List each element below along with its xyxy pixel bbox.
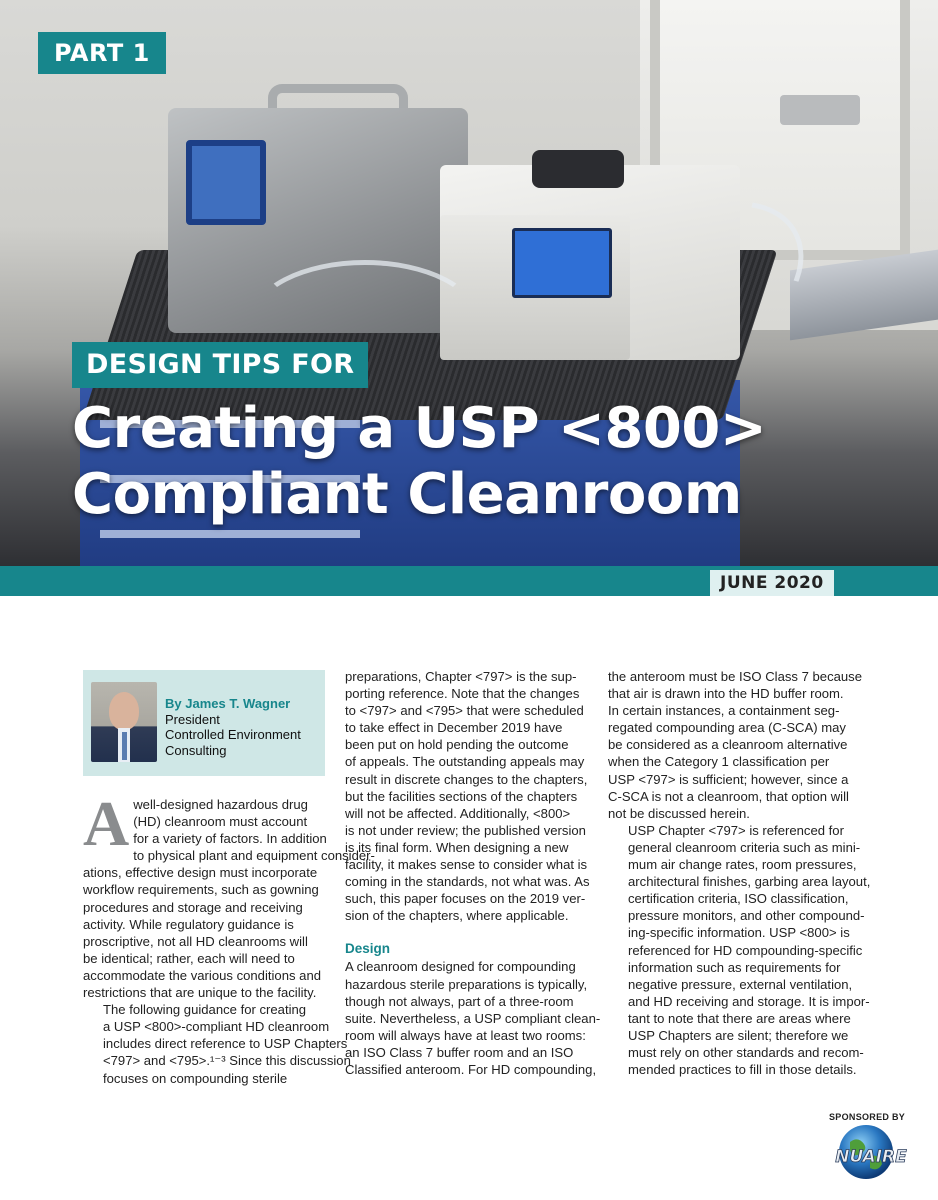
- svg-text:NUAIRE: NUAIRE: [835, 1147, 907, 1167]
- text-line: result in discrete changes to the chapters,: [345, 771, 588, 787]
- nuaire-logo: [828, 1122, 914, 1184]
- intro-paragraph: [83, 788, 375, 1001]
- text-line: to physical plant and equipment consider-: [133, 848, 375, 864]
- text-line: sion of the chapters, where applicable.: [345, 908, 569, 924]
- text-line: pressure monitors, and other compound-: [628, 908, 865, 924]
- article-column-2: [345, 668, 601, 1078]
- text-line: such, this paper focuses on the 2019 ver-: [345, 891, 586, 907]
- text-line: porting reference. Note that the changes: [345, 686, 580, 702]
- section-heading-design: Design: [345, 941, 391, 957]
- text-line: architectural finishes, garbing area layout,: [628, 874, 871, 890]
- text-line: a USP <800>-compliant HD cleanroom: [103, 1019, 330, 1035]
- text-line: when the Category 1 classification per: [608, 754, 830, 770]
- particle-counter-screen: [186, 140, 266, 225]
- photometer-screen: [512, 228, 612, 298]
- usp-797-paragraph: [608, 822, 871, 1078]
- title-line-1: Creating a USP <800>: [72, 396, 767, 461]
- text-line: the anteroom must be ISO Class 7 because: [608, 669, 863, 684]
- text-line: <797> and <795>.¹⁻³ Since this discussion: [103, 1053, 351, 1069]
- text-line: USP <797> is sufficient; however, since a: [608, 771, 849, 787]
- text-line: restrictions that are unique to the facility.: [83, 985, 317, 1001]
- text-line: activity. While regulatory guidance is: [83, 916, 294, 932]
- text-line: though not always, part of a three-room: [345, 993, 574, 1009]
- text-line: but the facilities sections of the chapters: [345, 788, 578, 804]
- text-line: not be discussed herein.: [608, 805, 750, 821]
- text-line: well-designed hazardous drug: [133, 797, 308, 812]
- text-line: mum air change rates, room pressures,: [628, 857, 857, 873]
- text-line: suite. Nevertheless, a USP compliant clean-: [345, 1010, 601, 1026]
- drop-cap: A: [83, 788, 130, 859]
- text-line: of appeals. The outstanding appeals may: [345, 754, 585, 770]
- text-line: USP Chapters are silent; therefore we: [628, 1027, 849, 1043]
- text-line: referenced for HD compounding-specific: [628, 942, 863, 958]
- text-line: procedures and storage and receiving: [83, 899, 303, 915]
- author-info: [165, 682, 301, 766]
- text-line: workflow requirements, such as gowning: [83, 882, 319, 898]
- sponsored-by-label: SPONSORED BY: [829, 1112, 906, 1122]
- sink: [780, 95, 860, 125]
- author-photo: [91, 682, 157, 762]
- guidance-paragraph: [83, 1001, 351, 1086]
- text-line: tant to note that there are areas where: [628, 1010, 851, 1026]
- text-line: includes direct reference to USP Chapters: [103, 1036, 348, 1052]
- text-line: proscriptive, not all HD cleanrooms will: [83, 933, 308, 949]
- design-paragraph: [345, 958, 601, 1078]
- text-line: for a variety of factors. In addition: [133, 831, 327, 847]
- text-line: (HD) cleanroom must account: [133, 814, 308, 830]
- text-line: certification criteria, ISO classification,: [628, 891, 849, 907]
- text-line: hazardous sterile preparations is typically,: [345, 976, 588, 992]
- text-line: C-SCA is not a cleanroom, that option will: [608, 788, 849, 804]
- author-role: President: [165, 711, 220, 727]
- anteroom-paragraph: [608, 668, 863, 822]
- issue-date: JUNE 2020: [710, 570, 834, 596]
- author-company-line-1: Controlled Environment: [165, 727, 301, 742]
- text-line: to <797> and <795> that were scheduled: [345, 703, 584, 719]
- page-title: [72, 396, 912, 528]
- text-line: negative pressure, external ventilation,: [628, 976, 853, 992]
- text-line: regated compounding area (C-SCA) may: [608, 720, 846, 736]
- text-line: ing-specific information. USP <800> is: [628, 925, 850, 941]
- author-box: [83, 670, 325, 776]
- text-line: been put on hold pending the outcome: [345, 737, 569, 753]
- part-label: PART 1: [38, 32, 166, 74]
- text-line: that air is drawn into the HD buffer room.: [608, 686, 844, 702]
- photometer-handle: [532, 150, 624, 188]
- text-line: room will always have at least two rooms:: [345, 1027, 586, 1043]
- subtitle-banner: DESIGN TIPS FOR: [72, 342, 368, 388]
- author-name: By James T. Wagner: [165, 696, 291, 711]
- text-line: general cleanroom criteria such as mini-: [628, 839, 861, 855]
- text-line: be considered as a cleanroom alternative: [608, 737, 848, 753]
- text-line: ations, effective design must incorporate: [83, 865, 318, 881]
- text-line: coming in the standards, not what was. As: [345, 874, 590, 890]
- text-line: must rely on other standards and recom-: [628, 1045, 864, 1061]
- text-line: facility, it makes sense to consider what is: [345, 857, 588, 873]
- article-column-1: [83, 788, 375, 1087]
- author-company-line-2: Consulting: [165, 742, 227, 758]
- article-column-3: [608, 668, 871, 1078]
- text-line: preparations, Chapter <797> is the sup-: [345, 669, 577, 684]
- text-line: to take effect in December 2019 have: [345, 720, 563, 736]
- chapters-paragraph: [345, 668, 589, 924]
- text-line: is its final form. When designing a new: [345, 839, 569, 855]
- title-line-2: Compliant Cleanroom: [72, 462, 742, 527]
- text-line: mended practices to fill in those details.: [628, 1062, 857, 1078]
- text-line: focuses on compounding sterile: [103, 1070, 288, 1086]
- text-line: be identical; rather, each will need to: [83, 950, 295, 966]
- text-line: information such as requirements for: [628, 959, 841, 975]
- text-line: will not be affected. Additionally, <800>: [345, 805, 571, 821]
- text-line: A cleanroom designed for compounding: [345, 959, 576, 975]
- text-line: In certain instances, a containment seg-: [608, 703, 840, 719]
- text-line: and HD receiving and storage. It is impor-: [628, 993, 870, 1009]
- text-line: accommodate the various conditions and: [83, 967, 322, 983]
- text-line: The following guidance for creating: [103, 1002, 307, 1018]
- text-line: is not under review; the published version: [345, 822, 586, 838]
- text-line: an ISO Class 7 buffer room and an ISO: [345, 1044, 574, 1060]
- text-line: Classified anteroom. For HD compounding,: [345, 1061, 597, 1077]
- text-line: USP Chapter <797> is referenced for: [628, 822, 844, 838]
